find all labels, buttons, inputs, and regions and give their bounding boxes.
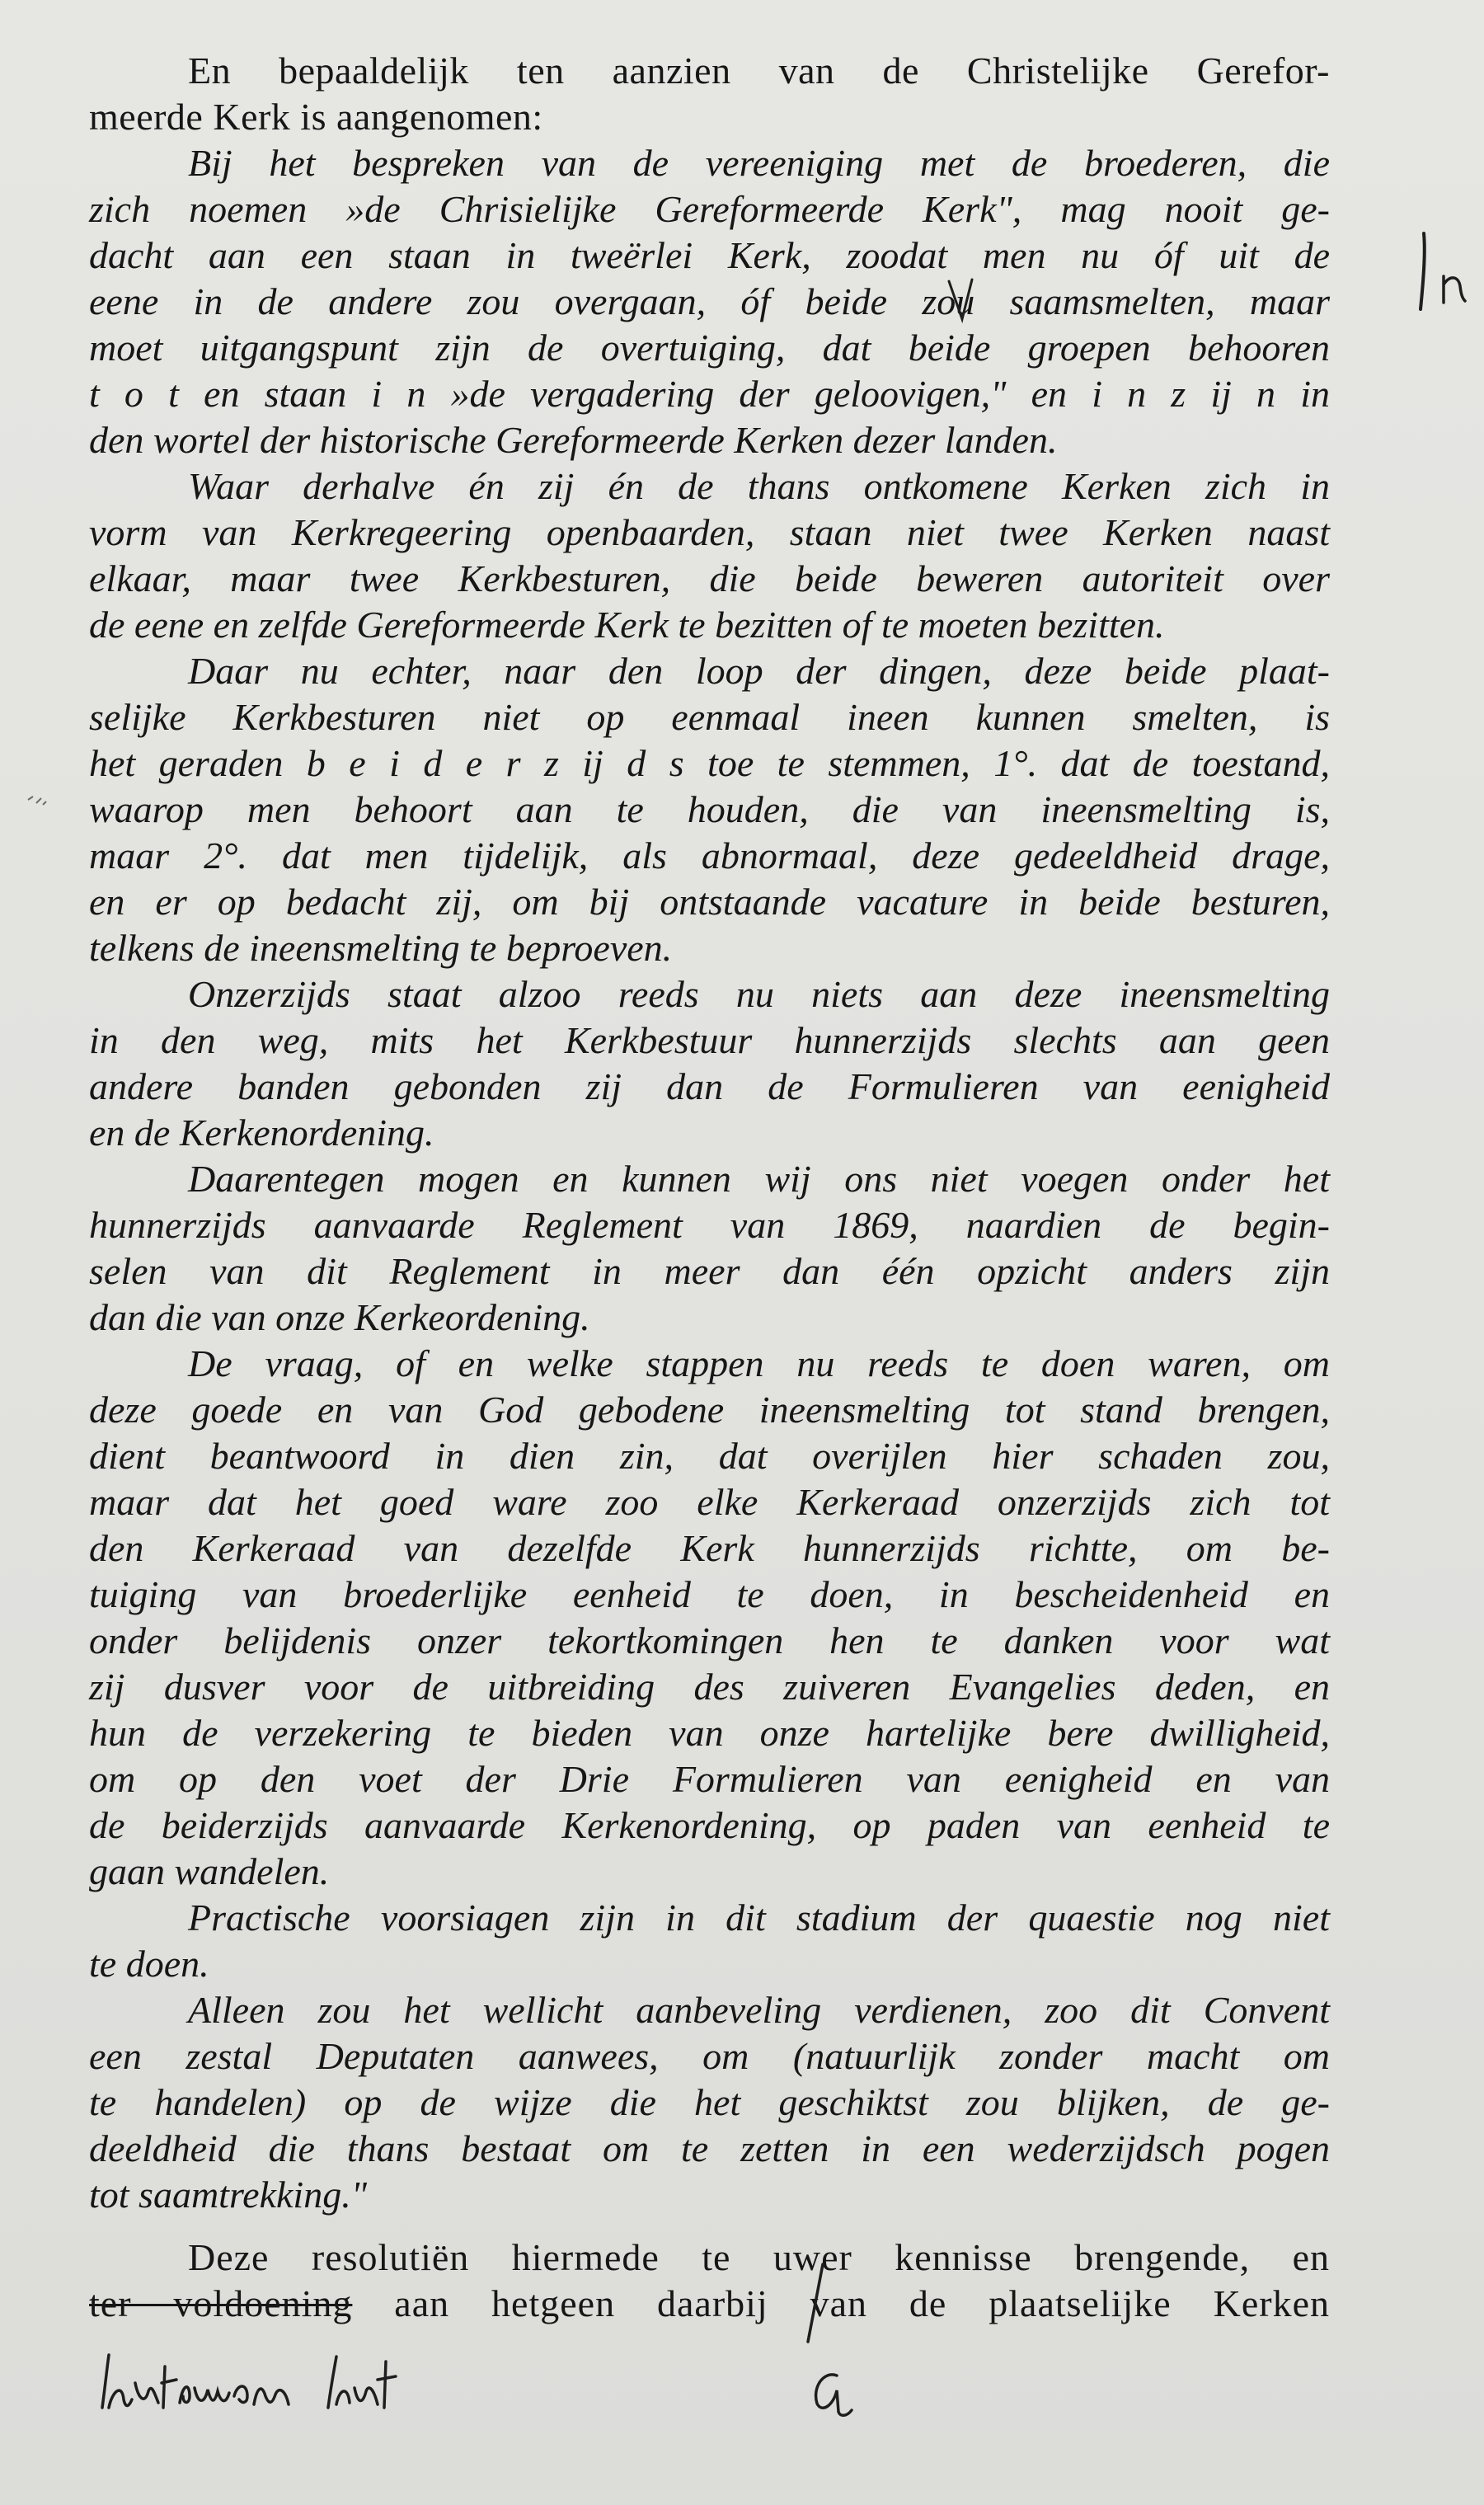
- text-line: Bij het bespreken van de vereeniging met de broederen, die: [188, 142, 1330, 184]
- handwritten-margin-note: [1414, 227, 1472, 317]
- text-line: De vraag, of en welke stappen nu reeds te doen waren, om: [188, 1342, 1330, 1384]
- text-line: dacht aan een staan in tweërlei Kerk, zoodat men nu óf uit de: [89, 234, 1330, 276]
- closing-line-2: [89, 2281, 1330, 2327]
- text-line: te handelen) op de wijze die het geschiktst zou blijken, de ge-: [89, 2081, 1330, 2123]
- text-line: selen van dit Reglement in meer dan één opzicht anders zijn: [89, 1250, 1330, 1292]
- closing-paragraph: [89, 2235, 1330, 2327]
- body-text: [89, 48, 1330, 2218]
- text-line: Alleen zou het wellicht aanbeveling verdienen, zoo dit Convent: [188, 1989, 1330, 2031]
- text-line: zij dusver voor de uitbreiding des zuiveren Evangelies deden, en: [89, 1666, 1330, 1708]
- handwritten-note-a: [804, 2354, 862, 2420]
- text-line: deze goede en van God gebodene ineensmelting tot stand brengen,: [89, 1389, 1330, 1431]
- text-line: meerde Kerk is aangenomen:: [89, 96, 543, 138]
- text-line: Daarentegen mogen en kunnen wij ons niet voegen onder het: [188, 1158, 1330, 1200]
- margin-note-text: In: [1414, 227, 1415, 228]
- text-line: moet uitgangspunt zijn de overtuiging, dat beide groepen behooren: [89, 327, 1330, 369]
- text-line: de beiderzijds aanvaarde Kerkenordening, op paden van eenheid te: [89, 1804, 1330, 1846]
- text-line: hun de verzekering te bieden van onze hartelijke bere dwilligheid,: [89, 1712, 1330, 1754]
- text-line: waarop men behoort aan te houden, die van ineensmelting is,: [89, 788, 1330, 830]
- handwritten-insert-slash: [798, 2259, 831, 2350]
- note-a-text: a: [804, 2354, 805, 2355]
- text-line: vorm van Kerkregeering openbaarden, staan niet twee Kerken naast: [89, 511, 1330, 553]
- bottom-note-text: instemmend met: [97, 2350, 103, 2351]
- text-line: zich noemen »de Chrisielijke Gereformeerde Kerk", mag nooit ge-: [89, 188, 1330, 230]
- struck-words: ter voldoening: [89, 2282, 353, 2324]
- text-line: En bepaaldelijk ten aanzien van de Christelijke Gerefor-: [188, 49, 1330, 92]
- text-line: andere banden gebonden zij dan de Formulieren van eenigheid: [89, 1065, 1330, 1107]
- text-line: Daar nu echter, naar den loop der dingen, deze beide plaat-: [188, 650, 1330, 692]
- text-line: elkaar, maar twee Kerkbesturen, die beide beweren autoriteit over: [89, 557, 1330, 599]
- text-line: maar dat het goed ware zoo elke Kerkeraad onzerzijds zich tot: [89, 1481, 1330, 1523]
- text-line: de eene en zelfde Gereformeerde Kerk te bezitten of te moeten bezitten.: [89, 604, 1165, 646]
- text-line: den Kerkeraad van dezelfde Kerk hunnerzijds richtte, om be-: [89, 1527, 1330, 1569]
- text-line: dan die van onze Kerkeordening.: [89, 1296, 590, 1338]
- text-line: gaan wandelen.: [89, 1850, 330, 1892]
- closing-line-1: Deze resolutiën hiermede te uwer kennisse brengende, en: [188, 2236, 1330, 2278]
- text-line: en er op bedacht zij, om bij ontstaande vacature in beide besturen,: [89, 881, 1330, 923]
- text-line: een zestal Deputaten aanwees, om (natuurlijk zonder macht om: [89, 2035, 1330, 2077]
- text-line: telkens de ineensmelting te beproeven.: [89, 927, 673, 969]
- handwritten-note-bottom: [97, 2350, 477, 2424]
- text-line: het geraden b e i d e r z ij d s toe te stemmen, 1°. dat de toestand,: [89, 742, 1330, 784]
- text-line: hunnerzijds aanvaarde Reglement van 1869, naardien de begin-: [89, 1204, 1330, 1246]
- text-line: dient beantwoord in dien zin, dat overijlen hier schaden zou,: [89, 1435, 1330, 1477]
- closing-line-2-rest: aan hetgeen daarbij van de plaatselijke Kerken: [352, 2282, 1330, 2324]
- text-line: Waar derhalve én zij én de thans ontkomene Kerken zich in: [188, 465, 1330, 507]
- text-line: te doen.: [89, 1943, 209, 1985]
- text-line: tot saamtrekking.": [89, 2174, 368, 2216]
- text-line: den wortel der historische Gereformeerde Kerken dezer landen.: [89, 419, 1058, 461]
- text-line: deeldheid die thans bestaat om te zetten in een wederzijdsch pogen: [89, 2127, 1330, 2169]
- text-line: maar 2°. dat men tijdelijk, als abnormaal, deze gedeeldheid drage,: [89, 834, 1330, 877]
- handwritten-caret: [944, 276, 977, 326]
- stray-mark: [25, 790, 49, 810]
- text-line: tuiging van broederlijke eenheid te doen, in bescheidenheid en: [89, 1573, 1330, 1615]
- text-line: Practische voorsiagen zijn in dit stadium der quaestie nog niet: [188, 1896, 1330, 1939]
- text-line: om op den voet der Drie Formulieren van eenigheid en van: [89, 1758, 1330, 1800]
- text-line: in den weg, mits het Kerkbestuur hunnerzijds slechts aan geen: [89, 1019, 1330, 1061]
- text-line: selijke Kerkbesturen niet op eenmaal ineen kunnen smelten, is: [89, 696, 1330, 738]
- text-line: eene in de andere zou overgaan, óf beide zou saamsmelten, maar: [89, 280, 1330, 322]
- text-line: Onzerzijds staat alzoo reeds nu niets aan deze ineensmelting: [188, 973, 1330, 1015]
- text-line: en de Kerkenordening.: [89, 1112, 434, 1154]
- text-line: t o t en staan i n »de vergadering der geloovigen," en i n z ij n in: [89, 373, 1330, 415]
- text-line: onder belijdenis onzer tekortkomingen hen te danken voor wat: [89, 1619, 1330, 1661]
